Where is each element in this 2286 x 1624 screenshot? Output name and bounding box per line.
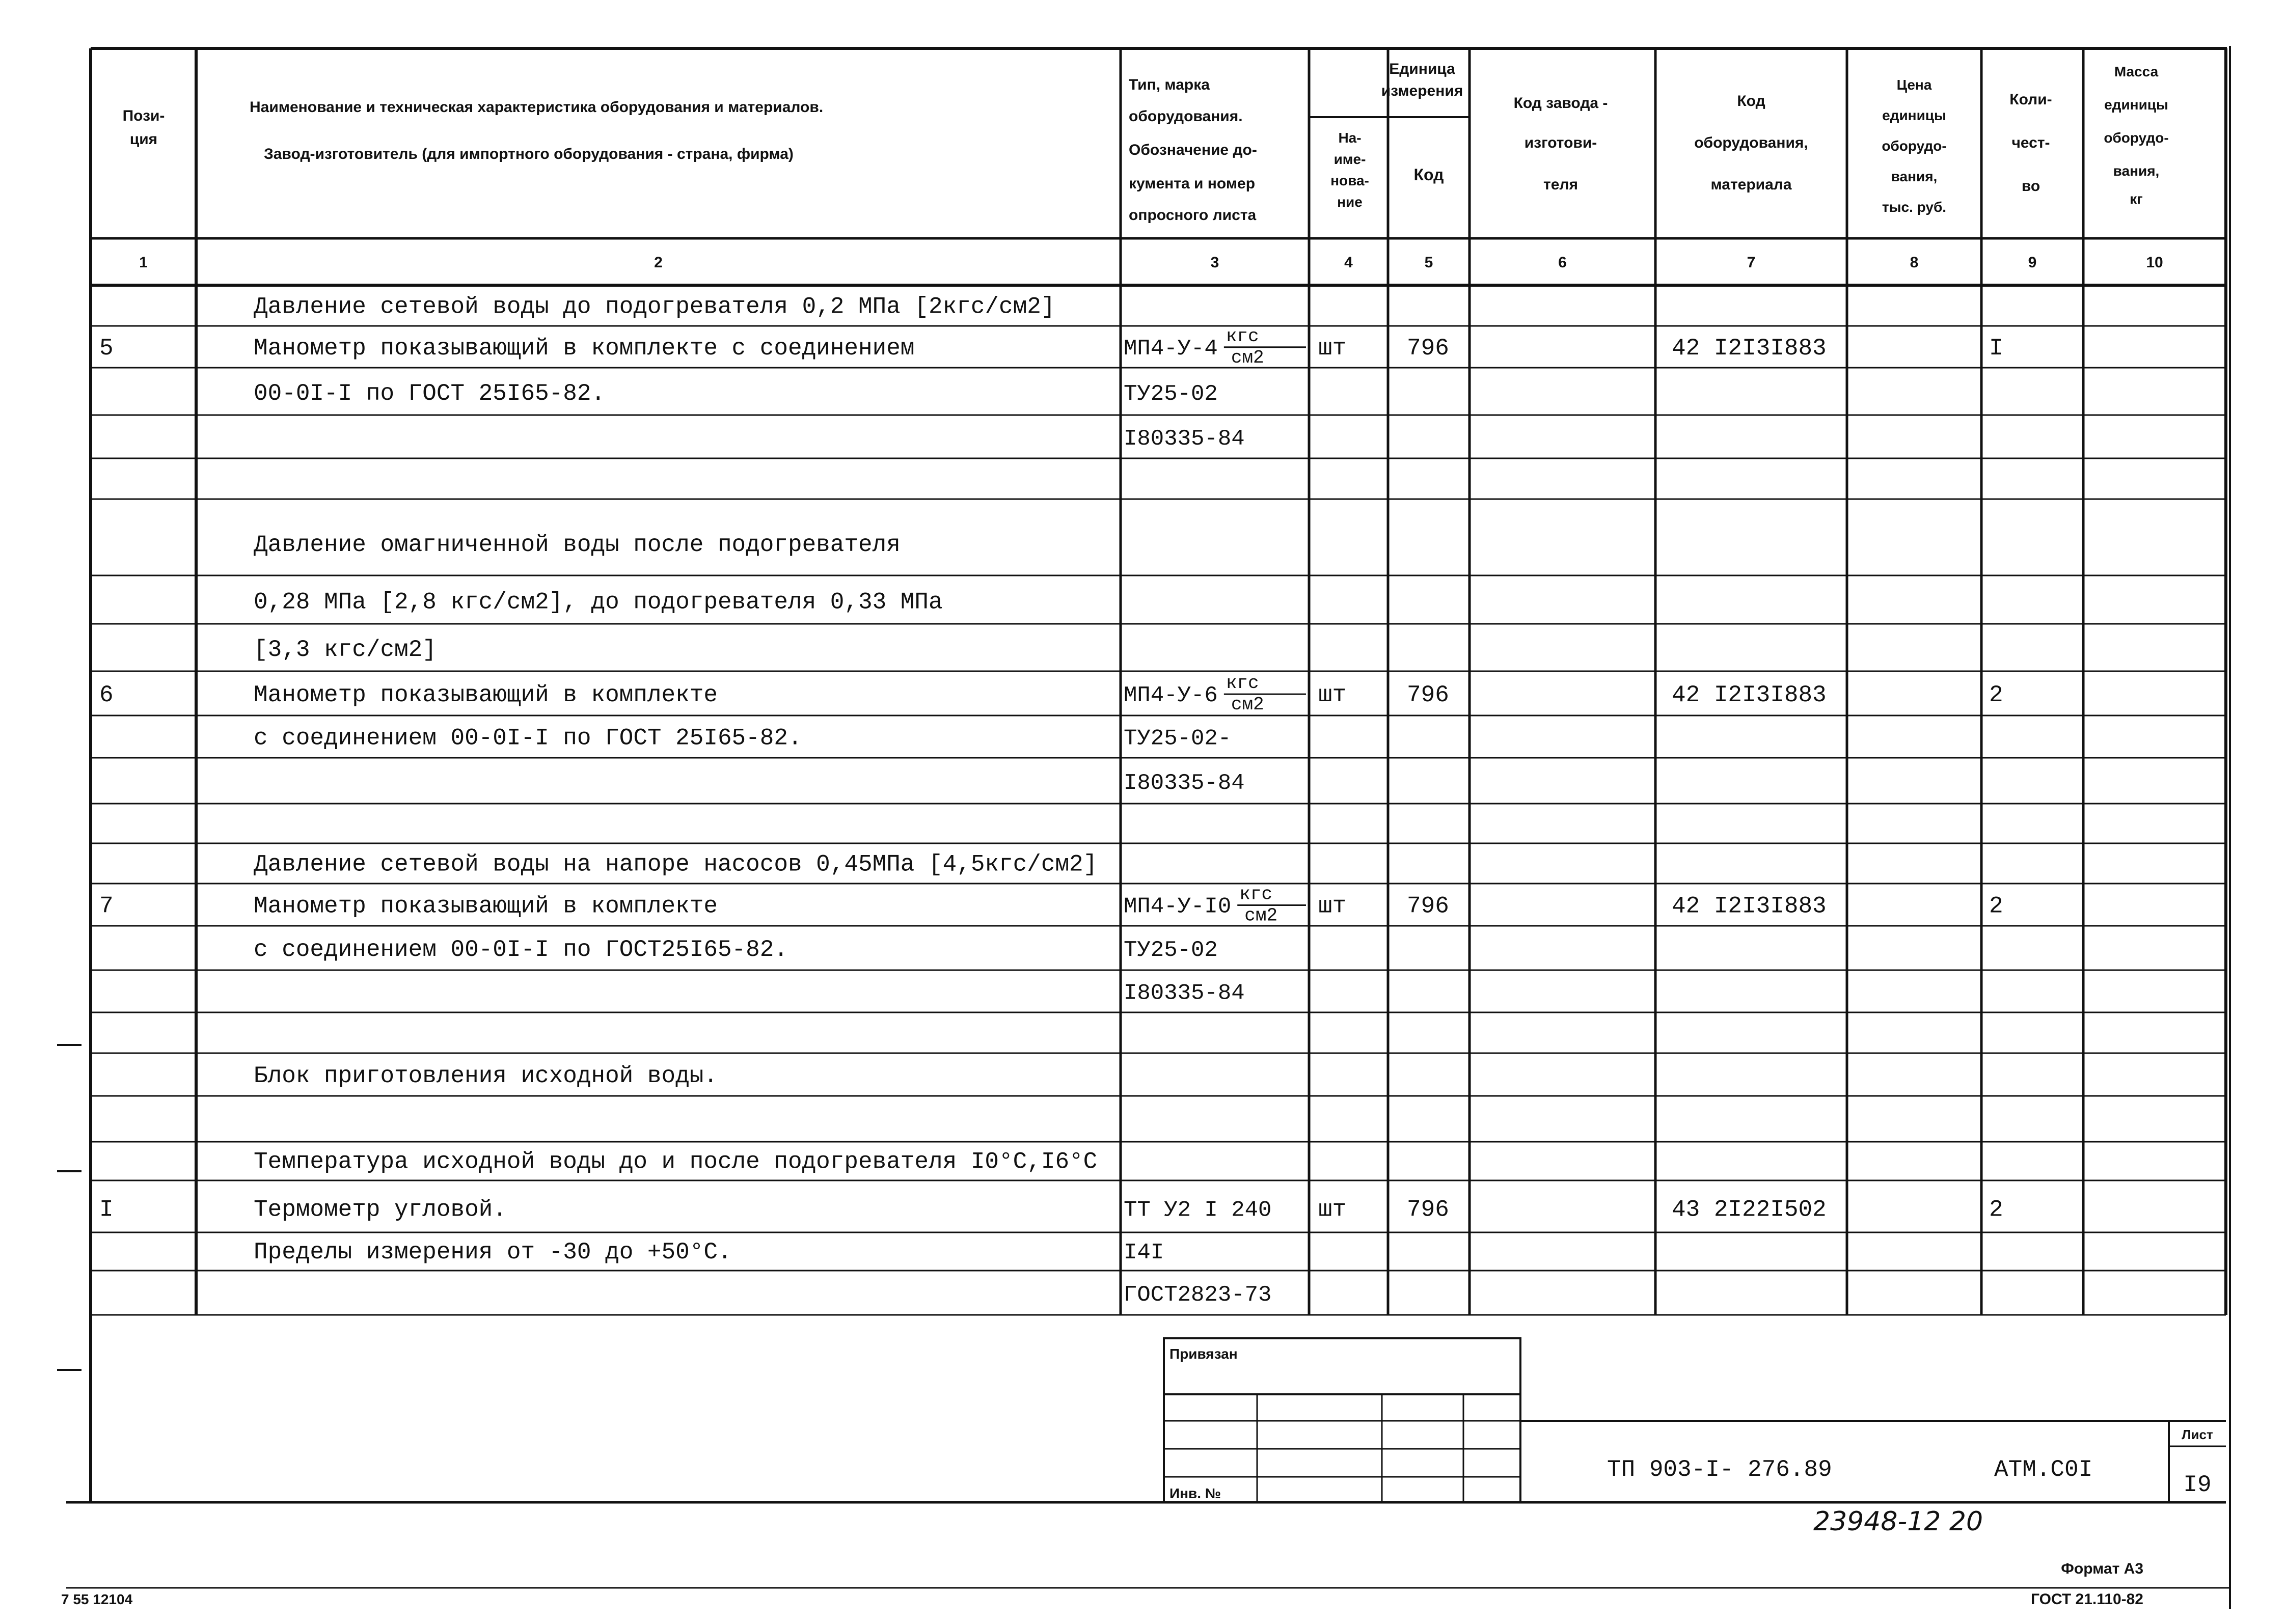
column-number: 5 [1424,254,1433,271]
hdr-col10: Масса [2114,64,2159,79]
cell-type: ТУ25-02 [1124,381,1218,407]
cell-name: с соединением 00-0I-I по ГОСТ25I65-82. [254,937,788,964]
hdr-col2: Завод-изготовитель (для импортного оборудования - страна, фирма) [264,146,794,162]
cell-unit: шт [1318,682,1347,709]
cell-name: Манометр показывающий в комплекте [254,682,718,709]
cell-equipment-code: 42 I2I3I883 [1672,335,1827,362]
hdr-col9: Коли- [2009,91,2052,108]
table-row [254,380,1218,407]
stamp-mark: АТМ.С0I [1994,1456,2093,1483]
cell-type-unit-numerator: кгс [1226,673,1259,694]
cell-name: Манометр показывающий в комплекте с соединением [254,335,915,362]
cell-type-unit-denominator: см2 [1231,347,1264,368]
hdr-col7: материала [1710,176,1792,193]
table-row [1124,980,1245,1006]
cell-name: Давление омагниченной воды после подогревателя [254,532,901,558]
cell-unit-code: 796 [1407,335,1449,362]
cell-unit: шт [1318,1196,1347,1223]
hdr-col7: оборудования, [1694,134,1808,151]
hdr-col4: нова- [1330,173,1369,188]
hdr-col3: оборудования. [1129,108,1243,125]
hdr-col4: На- [1338,130,1362,146]
format-label: Формат А3 [2061,1560,2143,1577]
table-row [254,637,437,663]
cell-equipment-code: 43 2I22I502 [1672,1196,1827,1223]
hdr-col4: име- [1334,151,1366,167]
stamp-list-number: I9 [2183,1472,2212,1498]
stamp-list-label: Лист [2182,1427,2213,1442]
hdr-col10: вания, [2113,163,2160,179]
cell-quantity: 2 [1989,682,2003,709]
cell-unit: шт [1318,335,1347,362]
table-row [254,532,901,558]
cell-name: 00-0I-I по ГОСТ 25I65-82. [254,380,606,407]
table-row [99,673,2003,715]
table-row [254,851,1097,878]
hdr-col10: единицы [2104,97,2168,113]
table-row [254,293,1055,320]
cell-name: Температура исходной воды до и после подогревателя I0°С,I6°С [254,1148,1098,1175]
cell-quantity: 2 [1989,893,2003,920]
cell-position: I [99,1196,114,1223]
hdr-col9: во [2021,178,2040,195]
cell-type: ТУ25-02- [1124,726,1232,752]
hdr-col1: Пози- [122,107,165,124]
column-number: 6 [1558,254,1567,271]
cell-unit-code: 796 [1407,893,1449,920]
hdr-col6: изготови- [1524,134,1597,151]
cell-type-unit-numerator: кгс [1239,884,1273,905]
column-number: 1 [139,254,148,271]
table-row [254,1149,1097,1175]
cell-type: ТУ25-02 [1124,938,1218,964]
hdr-col8: Цена [1896,77,1932,93]
hdr-col6: теля [1543,176,1578,193]
hdr-col10: оборудо- [2104,130,2169,146]
cell-unit-code: 796 [1407,682,1449,709]
hdr-unit-group: Единица [1389,61,1455,77]
hdr-unit-group: измерения [1381,82,1463,99]
stamp-privyazan: Привязан [1169,1346,1238,1362]
hdr-col3: Обозначение до- [1129,142,1257,158]
cell-name: [3,3 кгс/см2] [254,637,437,664]
table-row [254,1239,1164,1265]
hdr-col10: кг [2130,191,2143,207]
hdr-col4: ние [1337,194,1363,210]
hdr-col3: Тип, марка [1129,76,1210,93]
table-row [1124,1282,1271,1308]
cell-type: МП4-У-6 [1124,683,1218,709]
hdr-col9: чест- [2011,134,2050,151]
cell-type-unit-denominator: см2 [1244,905,1278,926]
cell-type: I80335-84 [1124,426,1245,452]
hdr-col5: Код [1413,166,1444,184]
table-row [99,326,2003,368]
hdr-col8: оборудо- [1882,138,1947,154]
gost-label: ГОСТ 21.110-82 [2031,1591,2143,1608]
cell-quantity: 2 [1989,1196,2003,1223]
column-number: 10 [2146,254,2163,271]
cell-type: I80335-84 [1124,980,1245,1006]
title-block [1164,1338,2226,1502]
column-numbers [139,254,2163,271]
stamp-doc-code: ТП 903-I- 276.89 [1607,1456,1832,1483]
cell-position: 7 [99,893,114,920]
cell-unit: шт [1318,893,1347,920]
corner-code: 7 55 12104 [61,1591,133,1607]
cell-type-unit-numerator: кгс [1226,325,1259,347]
hdr-col1: ция [129,131,158,148]
column-number: 7 [1747,254,1756,271]
hdr-col3: опросного листа [1129,207,1257,224]
hdr-col3: кумента и номер [1129,175,1256,192]
handwritten-number: 23948-12 20 [1813,1506,1983,1537]
table-row [254,1063,718,1089]
table-row [254,937,1218,963]
hdr-col8: единицы [1882,107,1946,123]
column-number: 9 [2028,254,2037,271]
table-row [1124,770,1245,796]
cell-name: Термометр угловой. [254,1196,507,1223]
hdr-col8: тыс. руб. [1882,199,1947,215]
column-number: 2 [654,254,663,271]
column-number: 8 [1910,254,1919,271]
table-row [1124,426,1245,452]
cell-position: 6 [99,682,114,709]
hdr-col6: Код завода - [1513,95,1608,112]
cell-name: Манометр показывающий в комплекте [254,893,718,920]
cell-equipment-code: 42 I2I3I883 [1672,682,1827,709]
table-row [254,725,1231,751]
cell-type: ТТ У2 I 240 [1124,1197,1272,1223]
hdr-col2: Наименование и техническая характеристика оборудования и материалов. [250,99,824,116]
cell-type: I80335-84 [1124,770,1245,796]
cell-unit-code: 796 [1407,1196,1449,1223]
cell-equipment-code: 42 I2I3I883 [1672,893,1827,920]
cell-name: с соединением 00-0I-I по ГОСТ 25I65-82. [254,725,802,752]
column-number: 4 [1344,254,1353,271]
cell-type-unit-denominator: см2 [1231,694,1264,715]
cell-name: Блок приготовления исходной воды. [254,1063,718,1090]
cell-type: МП4-У-I0 [1124,894,1232,920]
cell-name: Давление сетевой воды до подогревателя 0,2 МПа [2кгс/см2] [254,293,1055,320]
cell-name: Пределы измерения от -30 до +50°С. [254,1239,732,1265]
table-row [254,589,943,616]
cell-type: МП4-У-4 [1124,336,1218,362]
cell-type: ГОСТ2823-73 [1124,1282,1272,1308]
column-number: 3 [1210,254,1219,271]
cell-quantity: I [1989,335,2003,362]
cell-type: I4I [1124,1240,1164,1265]
stamp-inv: Инв. № [1169,1485,1221,1501]
table-rows [99,293,2003,1308]
table-row [99,1196,2003,1223]
cell-name: Давление сетевой воды на напоре насосов 0,45МПа [4,5кгс/см2] [254,851,1098,878]
hdr-col8: вания, [1891,169,1938,184]
cell-position: 5 [99,335,114,362]
hdr-col7: Код [1737,93,1765,109]
cell-name: 0,28 МПа [2,8 кгс/см2], до подогревателя 0,33 МПа [254,589,943,616]
table-row [99,884,2003,926]
table-header [123,61,2169,224]
